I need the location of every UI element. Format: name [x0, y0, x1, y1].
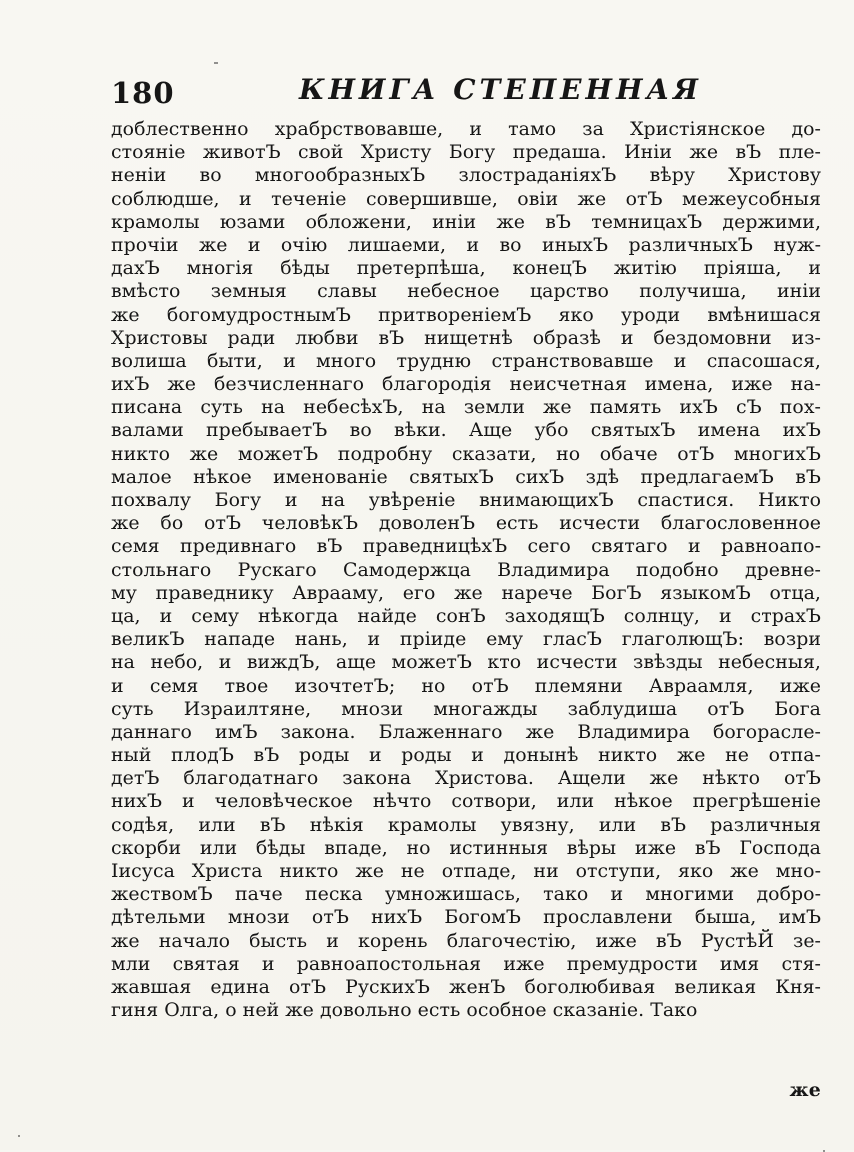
- text-line-16: малое нѣкое именованіе святыхЪ сихЪ здѣ предлагаемЪ вЪ: [111, 465, 821, 488]
- main-text: [111, 118, 821, 1022]
- text-line-38: жавшая едина отЪ РускихЪ женЪ боголюбивая великая Кня-: [111, 975, 821, 998]
- text-line-18: же бо отЪ человѣкЪ доволенЪ есть исчести благословенное: [111, 512, 821, 535]
- text-line-32: скорби или бѣды впаде, но истинныя вѣры иже вЪ Господа: [111, 836, 821, 859]
- text-line-30: нихЪ и человѣческое нѣчто сотвори, или нѣкое прегрѣшеніе: [111, 790, 821, 813]
- running-title: КНИГА СТЕПЕННАЯ: [299, 73, 702, 106]
- text-line-39: гиня Олга, о ней же довольно есть особное сказаніе. Тако: [111, 999, 698, 1022]
- text-line-6: прочіи же и очію лишаеми, и во иныхЪ различныхЪ нуж-: [111, 233, 821, 256]
- text-line-22: ца, и сему нѣкогда найде сонЪ заходящЪ солнцу, и страхЪ: [111, 604, 821, 627]
- text-line-34: жествомЪ паче песка умножишась, тако и многими добро-: [111, 883, 821, 906]
- text-line-19: семя предивнаго вЪ праведницѣхЪ сего святаго и равноапо-: [111, 535, 821, 558]
- page-header: [111, 66, 821, 110]
- text-line-13: писана суть на небесѣхЪ, на земли же память ихЪ сЪ пох-: [111, 396, 821, 419]
- text-line-7: дахЪ многія бѣды претерпѣша, конецЪ житію пріяша, и: [111, 257, 821, 280]
- text-line-26: суть Израилтяне, мнози многажды заблудиша отЪ Бога: [111, 697, 821, 720]
- text-line-12: ихЪ же безчисленнаго благородія неисчетная имена, иже на-: [111, 373, 821, 396]
- text-line-9: же богомудростнымЪ притвореніемЪ яко уроди вмѣнишася: [111, 303, 821, 326]
- text-line-20: стольнаго Рускаго Самодержца Владимира подобно древне-: [111, 558, 821, 581]
- text-line-1: доблественно храбрствовавше, и тамо за Христіянское до-: [111, 118, 821, 140]
- text-line-29: детЪ благодатнаго закона Христова. Ащели же нѣкто отЪ: [111, 767, 821, 790]
- text-line-35: дѣтельми мнози отЪ нихЪ БогомЪ прославлени быша, имЪ: [111, 906, 821, 929]
- text-line-27: даннаго имЪ закона. Блаженнаго же Владимира богорасле-: [111, 720, 821, 743]
- text-line-14: валами пребываетЪ во вѣки. Аще убо святыхЪ имена ихЪ: [111, 419, 821, 442]
- text-line-23: великЪ нападе нань, и пріиде ему гласЪ глаголющЪ: возри: [111, 628, 821, 651]
- text-line-3: неніи во многообразныхЪ злостраданіяхЪ вѣру Христову: [111, 164, 821, 187]
- text-line-37: мли святая и равноапостольная иже премудрости имя стя-: [111, 952, 821, 975]
- text-line-17: похвалу Богу и на увѣреніе внимающихЪ спастися. Никто: [111, 489, 821, 511]
- text-line-33: Іисуса Христа никто же не отпаде, ни отступи, яко же мно-: [111, 860, 821, 882]
- text-line-31: содѣя, или вЪ нѣкія крамолы увязну, или вЪ различныя: [111, 813, 821, 836]
- text-line-11: волиша быти, и много трудню странствовавше и спасошася,: [111, 349, 821, 372]
- text-line-25: и семя твое изочтетЪ; но отЪ племяни Авраамля, иже: [111, 674, 821, 697]
- text-line-21: му праведнику Аврааму, его же нарече БогЪ языкомЪ отца,: [111, 581, 821, 604]
- text-line-8: вмѣсто земныя славы небесное царство получиша, иніи: [111, 280, 821, 303]
- catchword: же: [789, 1079, 821, 1101]
- text-line-28: ный плодЪ вЪ роды и роды и донынѣ никто же не отпа-: [111, 744, 821, 767]
- text-line-36: же начало бысть и корень благочестію, иже вЪ РустѣЙ зе-: [111, 929, 821, 952]
- text-line-10: Христовы ради любви вЪ нищетнѣ образѣ и бездомовни из-: [111, 326, 821, 349]
- text-line-2: стояніе животЪ свой Христу Богу предаша. Иніи же вЪ пле-: [111, 141, 821, 164]
- text-line-4: соблюдше, и теченіе совершивше, овіи же отЪ межеусобныя: [111, 187, 821, 210]
- text-line-15: никто же можетЪ подробну сказати, но обаче отЪ многихЪ: [111, 442, 821, 465]
- page-number: 180: [111, 76, 175, 110]
- text-line-5: крамолы юзами обложени, иніи же вЪ темницахЪ держими,: [111, 210, 821, 233]
- scan-mark-top: [214, 62, 218, 64]
- scan-mark-bottom-left: [18, 1135, 20, 1137]
- text-line-24: на небо, и виждЪ, аще можетЪ кто исчести звѣзды небесныя,: [111, 651, 821, 674]
